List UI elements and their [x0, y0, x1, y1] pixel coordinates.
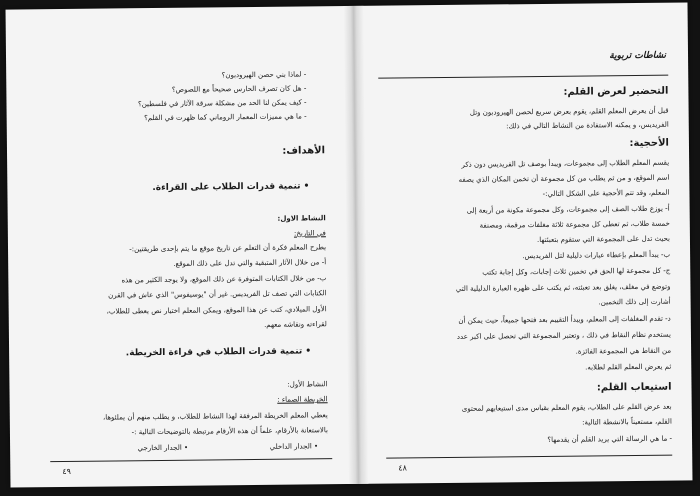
activity1-line-4: الكتابات التي تصف تل الفريديس. غير أن "يوسيفوس" الذي عاش في القرن — [108, 289, 327, 300]
activity1-line-6: لقراءته ونقاشه معهم. — [264, 320, 327, 329]
puzzle-line-11: د- تقدم المغلفات إلى المعلم، ويبدأ التقييم بعد فتحها جميعاً، حيث يمكن أن — [458, 314, 671, 325]
puzzle-line-1: يقسم المعلم الطلاب إلى مجموعات، ويبدأ بوصف تل الفريديس دون ذكر — [461, 158, 670, 169]
question-4: - ما هي مميزات المعمار الروماني كما ظهرت في القلم؟ — [144, 112, 307, 123]
reception-line-3: - ما هي الرسالة التي يريد القلم أن يقدمها؟ — [547, 434, 673, 444]
goals-title: الأهداف: — [282, 145, 326, 157]
puzzle-line-2: اسم الموقع، و من ثم يطلب من كل مجموعة أن تخمن المكان الذي يصفه — [458, 173, 670, 184]
puzzle-line-12: يستخدم نظام النقاط في ذلك ، وتعتبر المجموعة التي تحصل على اكبر عدد — [456, 330, 671, 341]
puzzle-line-13: من النقاط هي المجموعة الفائزة. — [575, 346, 672, 356]
puzzle-line-4: أ- يوزع طلاب الصف إلى مجموعات، وكل مجموعة مكونة من أربعة إلى — [466, 204, 670, 215]
puzzle-line-10: أشارت إلى ذلك التخمين. — [598, 297, 671, 307]
bullet-outer-wall: • الجدار الخارجي — [137, 443, 189, 453]
activity1-line-2: أ- من خلال الآثار المتبقية والتي تدل على ذلك الموقع. — [173, 258, 327, 268]
goal-reading: • تنمية قدرات الطلاب على القراءة. — [152, 181, 310, 194]
right-page — [363, 2, 692, 483]
document-sheet — [6, 2, 693, 487]
activity1-subtitle: في التاريخ: — [293, 229, 326, 238]
reception-title: استيعاب القلم: — [596, 381, 672, 394]
running-header: نشاطات تربوية — [609, 50, 667, 62]
left-page — [6, 6, 349, 488]
activity1-line-5: الأول الميلادي، كتب عن هذا الموقع، ويمكن المعلم اختيار نص يعطى للطلاب، — [106, 305, 327, 316]
activity2-title: النشاط الأول: — [287, 380, 328, 389]
goal-map: • تنمية قدرات الطلاب في قراءة الخريطة. — [125, 346, 312, 359]
activity1-line-1: يطرح المعلم فكرة أن التعلم عن تاريخ موقع ما يتم بإحدى طريقتين:- — [129, 243, 327, 254]
activity1-title: النشاط الاول: — [277, 214, 326, 223]
footer-rule-left — [50, 458, 332, 462]
reception-line-2: القلم، مستعيناً بالانشطة التالية: — [582, 417, 672, 427]
question-2: - هل كان تصرف الحارس صحيحاً مع اللصوص؟ — [171, 84, 307, 94]
page-number-right: ٤٨ — [398, 463, 407, 473]
puzzle-title: الأحجية: — [629, 137, 670, 150]
prep-line-1: قبل أن يعرض المعلم القلم، يقوم بعرض سريع لحصن الهيرودبون وتل — [469, 106, 669, 117]
activity2-subtitle: الخريطة الصماء : — [277, 395, 328, 404]
prep-line-2: الفريديس، و يمكنه الاستفادة من النشاط التالي في ذلك: — [506, 120, 669, 131]
activity2-line-2: بالاستعانة بالأرقام، علماً أن هذه الأرقام مرتبطة بالتوضيحات التالية :- — [131, 426, 328, 437]
question-3: - كيف يمكن لنا الحد من مشكلة سرقة الآثار في فلسطين؟ — [137, 98, 307, 109]
puzzle-line-7: ب- يبدأ المعلم بإعطاء عبارات دليلية لتل الفريديس. — [522, 250, 671, 261]
bullet-inner-wall: • الجدار الداخلي — [269, 442, 319, 451]
reception-line-1: بعد عرض القلم على الطلاب، يقوم المعلم بقياس مدى استيعابهم لمحتوى — [461, 402, 672, 413]
puzzle-line-3: المعلم، وقد تتم الأحجية على الشكل التالي:- — [542, 188, 670, 198]
page-number-left: ٤٩ — [62, 466, 71, 477]
puzzle-line-9: وتوضع في مغلف، يغلق بعد تعبئته، ثم يكتب على ظهره العبارة الدليلية التي — [455, 282, 671, 293]
header-rule — [378, 75, 668, 79]
footer-rule-right — [386, 455, 672, 459]
prep-title: التحضير لعرض القلم: — [563, 85, 669, 98]
puzzle-line-8: ج- كل مجموعة لها الحق في تخمين ثلاث إجابات، وكل إجابة تكتب — [482, 266, 671, 277]
activity1-line-3: ب- من خلال الكتابات المتوفرة عن ذلك الموقع، ولا يوجد الكثير من هذه — [121, 274, 327, 285]
puzzle-line-6: بحيث تدل على المجموعة التي ستقوم بتعبئتها. — [536, 234, 670, 245]
puzzle-line-5: خمسة طلاب، ثم تعطى كل مجموعة ثلاثة مغلفات مرقمة، ومصنفة — [479, 219, 670, 230]
puzzle-line-14: ثم يعرض المعلم القلم لطلابه. — [585, 362, 672, 372]
question-1: - لماذا بني حصن الهيرودبون؟ — [221, 70, 307, 80]
activity2-line-1: يعطي المعلم الخريطة المرفقة لهذا النشاط للطلاب، و يطلب منهم أن يملئوها، — [102, 411, 328, 422]
